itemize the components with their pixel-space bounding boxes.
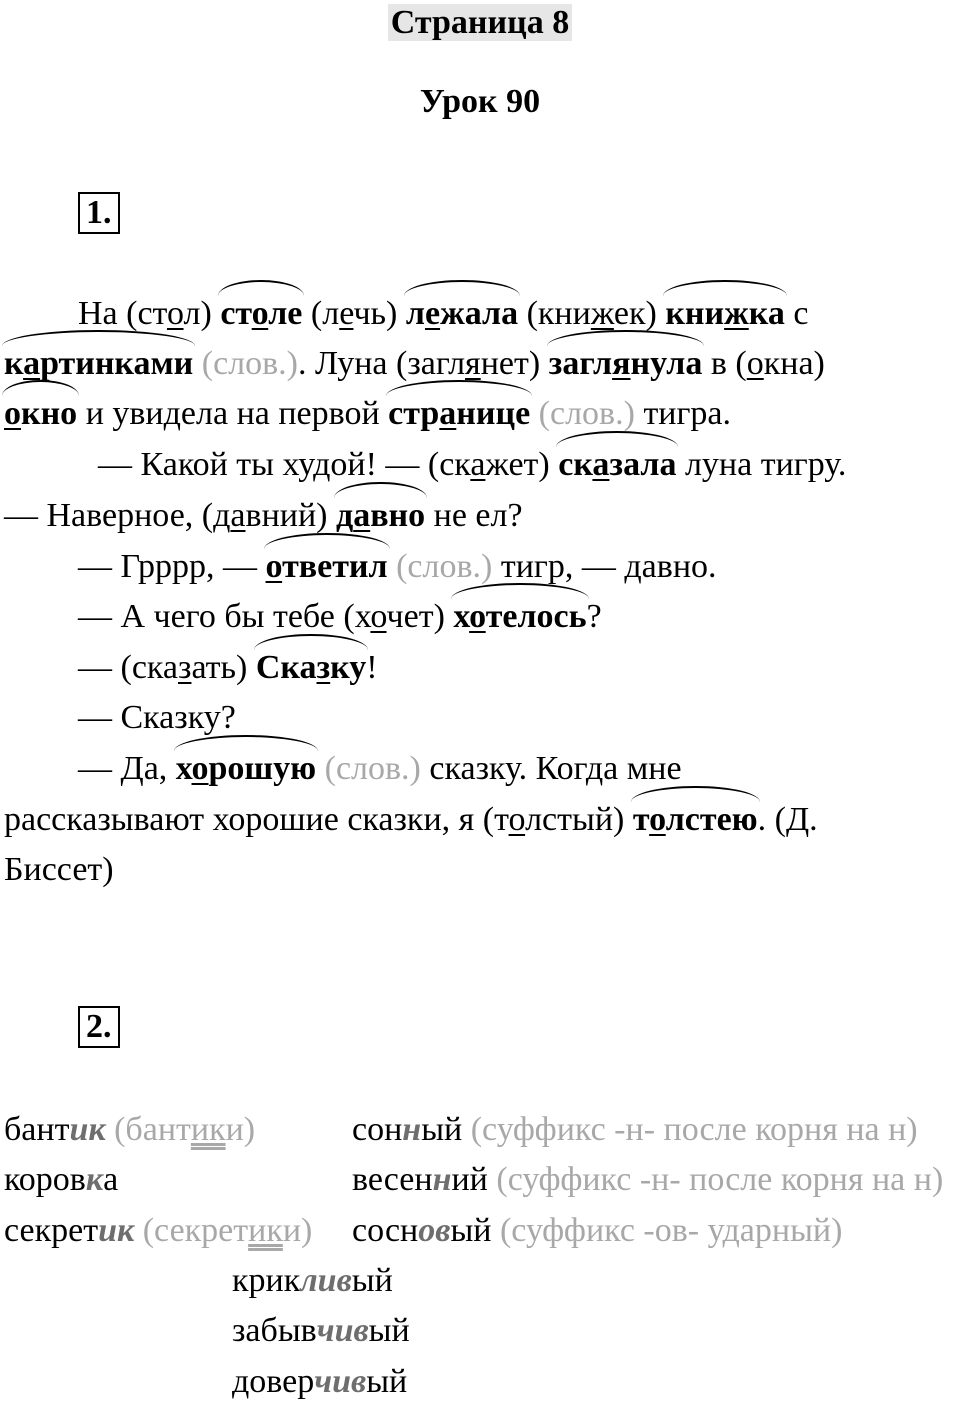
ex1-line-7: — А чего бы тебе (хочет) хотелось? <box>78 592 602 642</box>
ex2-left-2: коровка <box>4 1161 119 1198</box>
ex1-line-10: — Да, хорошую (слов.) сказку. Когда мне <box>78 744 682 794</box>
ex1-line-4: — Какой ты худой! — (скажет) сказала луна тигру. <box>98 440 846 490</box>
ex2-bottom-3: доверчивый <box>232 1363 408 1400</box>
ex1-line-5: — Наверное, (давний) давно не ел? <box>4 491 523 541</box>
exercise-2-number: 2. <box>78 1006 120 1048</box>
ex1-line-11: рассказывают хорошие сказки, я (толстый) толстею. (Д. <box>4 795 818 845</box>
ex1-line-8: — (сказать) Сказку! <box>78 643 378 693</box>
exercise-1-number: 1. <box>78 192 120 234</box>
ex2-bottom-2: забывчивый <box>232 1312 410 1349</box>
ex2-bottom-1: крикливый <box>232 1262 393 1299</box>
ex1-line-2: картинками (слов.). Луна (заглянет) заглянула в (окна) <box>4 339 825 389</box>
ex2-right-1: сонный (суффикс -н- после корня на н) <box>352 1111 918 1148</box>
ex1-line-6: — Грррр, — ответил (слов.) тигр, — давно. <box>78 542 717 592</box>
ex2-right-2: весенний (суффикс -н- после корня на н) <box>352 1161 944 1198</box>
ex1-line-9: — Сказку? <box>78 699 236 736</box>
ex2-right-3: сосновый (суффикс -ов- ударный) <box>352 1212 843 1249</box>
ex1-line-12: Биссет) <box>4 851 114 888</box>
ex1-line-3: окно и увидела на первой странице (слов.) тигра. <box>4 389 731 439</box>
ex2-left-3: секретик (секретики) <box>4 1212 313 1249</box>
lesson-title: Урок 90 <box>419 83 541 120</box>
page-title: Страница 8 <box>0 4 960 42</box>
ex1-line-1: На (стол) столе (лечь) лежала (книжек) книжка с <box>78 289 808 339</box>
ex2-left-1: бантик (бантики) <box>4 1111 256 1148</box>
